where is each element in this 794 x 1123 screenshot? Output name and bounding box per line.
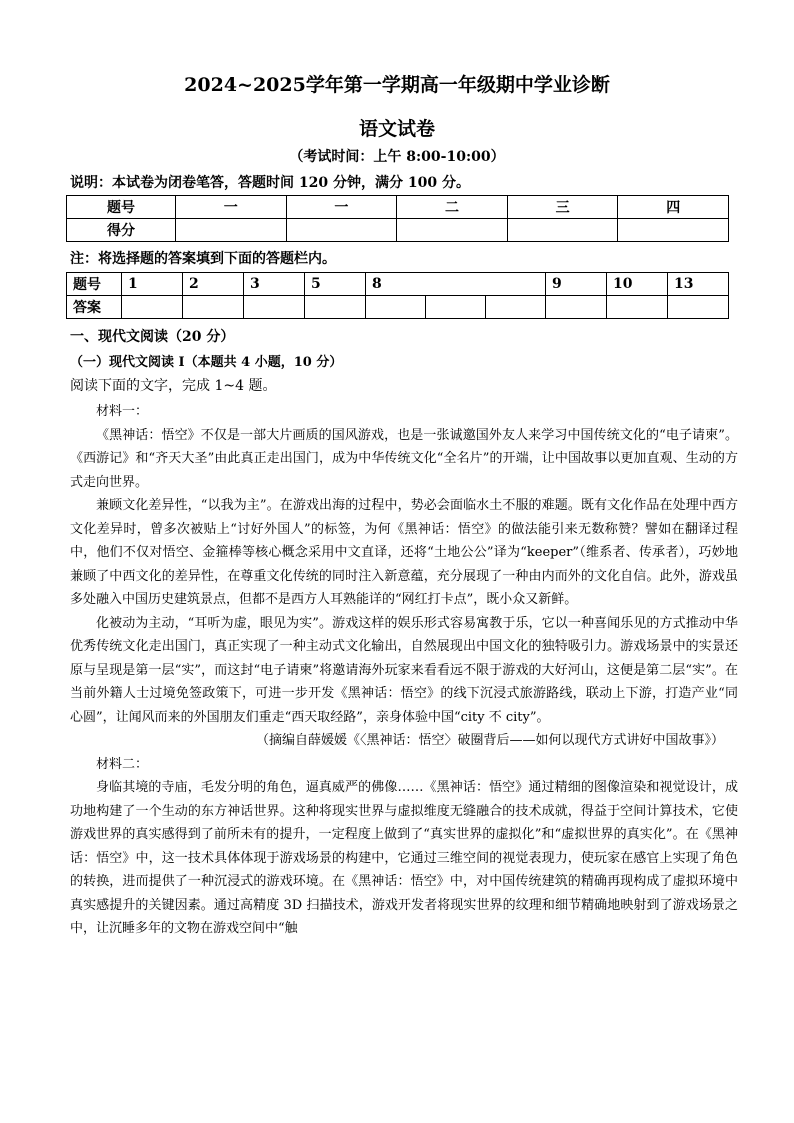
paragraph: 身临其境的寺庙，毛发分明的角色，逼真威严的佛像……《黑神话：悟空》通过精细的图像渲染和视觉设计，成功地构建了一个生动的东方神话世界。这种将现实世界与虚拟维度无缝融合的技术成就，得益于空间计算技术，它使游戏世界的真实感得到了前所未有的提升，一定程度上做到了“真实世界的虚拟化”和“虚拟世界的真实化”。在《黑神话：悟空》中，这一技术具体体现于游戏场景的构建中，它通过三维空间的视觉表现力，使玩家在感官上实现了角色的转换，进而提供了一种沉浸式的游戏环境。在《黑神话：悟空》中，对中国传统建筑的精确再现构成了虚拟环境中真实感提升的关键因素。通过高精度 3D 扫描技术，游戏开发者将现实世界的纹理和细节精确地映射到了游戏场景之中，让沉睡多年的文物在游戏空间中“触 xyxy=(70,780,738,936)
table-cell: 1 xyxy=(122,273,183,296)
answer-cell[interactable] xyxy=(244,296,305,319)
table-cell: 得分 xyxy=(67,219,176,242)
answer-cell[interactable] xyxy=(305,296,366,319)
exam-subject: 语文试卷 xyxy=(358,118,435,140)
answer-note: 注：将选择题的答案填到下面的答题栏内。 xyxy=(70,251,336,267)
answer-cell[interactable] xyxy=(183,296,244,319)
table-cell: 一 xyxy=(176,196,287,219)
material-label: 材料二： xyxy=(96,756,149,772)
table-row xyxy=(67,219,729,242)
paragraph: 化被动为主动，“耳听为虚，眼见为实”。游戏这样的娱乐形式容易寓教于乐，它以一种喜闻乐见的方式推动中华优秀传统文化走出国门，真正实现了一种主动式文化输出，自然展现出中国文化的独特吸引力。游戏场景中的实景还原与呈现是第一层“实”，而这封“电子请柬”将邀请海外玩家来看看远不限于游戏的大好河山，这便是第二层“实”。在当前外籍人士过境免签政策下，可进一步开发《黑神话：悟空》的线下沉浸式旅游路线，联动上下游，打造产业“同心圆”，让闻风而来的外国朋友们重走“西天取经路”，亲身体验中国“city 不 city”。 xyxy=(70,615,738,725)
reading-instruction: 阅读下面的文字，完成 1~4 题。 xyxy=(70,378,277,394)
answer-cell[interactable] xyxy=(366,296,426,319)
table-cell: 二 xyxy=(397,196,508,219)
table-cell: 题号 xyxy=(67,196,176,219)
score-input-cell[interactable] xyxy=(618,219,729,242)
score-input-cell[interactable] xyxy=(176,219,287,242)
table-cell: 5 xyxy=(305,273,366,296)
table-cell: 答案 xyxy=(67,296,122,319)
table-cell: 一 xyxy=(286,196,397,219)
answer-cell[interactable] xyxy=(668,296,729,319)
score-input-cell[interactable] xyxy=(286,219,397,242)
table-cell: 3 xyxy=(244,273,305,296)
paragraph: 《黑神话：悟空》不仅是一部大片画质的国风游戏，也是一张诚邀国外友人来学习中国传统文化的“电子请柬”。《西游记》和“齐天大圣”由此真正走出国门，成为中华传统文化“全名片”的开端，让中国故事以更加直观、生动的方式走向世界。 xyxy=(70,427,738,490)
exam-title: 2024~2025学年第一学期高一年级期中学业诊断 xyxy=(184,74,610,96)
answer-cell[interactable] xyxy=(122,296,183,319)
table-cell: 2 xyxy=(183,273,244,296)
table-row xyxy=(67,296,729,319)
exam-time: （考试时间：上午 8:00-10:00） xyxy=(289,149,505,165)
score-table xyxy=(66,195,729,242)
score-input-cell[interactable] xyxy=(507,219,618,242)
answer-cell[interactable] xyxy=(546,296,607,319)
answer-cell[interactable] xyxy=(426,296,486,319)
instructions: 说明：本试卷为闭卷笔答，答题时间 120 分钟，满分 100 分。 xyxy=(70,175,470,191)
paragraph: 兼顾文化差异性，“以我为主”。在游戏出海的过程中，势必会面临水土不服的难题。既有文化作品在处理中西方文化差异时，曾多次被贴上“讨好外国人”的标签，为何《黑神话：悟空》的做法能引来无数称赞？譬如在翻译过程中，他们不仅对悟空、金箍棒等核心概念采用中文直译，还将“土地公公”译为“keeper”（维系者、传承者），巧妙地兼顾了中西文化的差异性，在尊重文化传统的同时注入新意蕴，充分展现了一种由内而外的文化自信。此外，游戏虽多处融入中国历史建筑景点，但都不是西方人耳熟能详的“网红打卡点”，既小众又新鲜。 xyxy=(70,498,738,607)
table-cell: 10 xyxy=(607,273,668,296)
score-input-cell[interactable] xyxy=(397,219,508,242)
table-row xyxy=(67,196,729,219)
source-citation: （摘编自薛媛媛《〈黑神话：悟空〉破圈背后——如何以现代方式讲好中国故事》） xyxy=(255,733,724,748)
table-cell: 13 xyxy=(668,273,729,296)
answer-table xyxy=(66,272,729,319)
answer-cell[interactable] xyxy=(607,296,668,319)
table-cell: 题号 xyxy=(67,273,122,296)
section-heading: 一、现代文阅读（20 分） xyxy=(70,329,235,345)
table-cell: 9 xyxy=(546,273,607,296)
material-1 xyxy=(70,400,738,941)
material-label: 材料一： xyxy=(96,404,149,419)
table-row xyxy=(67,273,729,296)
table-cell: 四 xyxy=(618,196,729,219)
table-cell: 8 xyxy=(366,273,546,296)
answer-cell[interactable] xyxy=(486,296,546,319)
table-cell: 三 xyxy=(507,196,618,219)
sub-heading: （一）现代文阅读 I（本题共 4 小题，10 分） xyxy=(70,355,343,370)
